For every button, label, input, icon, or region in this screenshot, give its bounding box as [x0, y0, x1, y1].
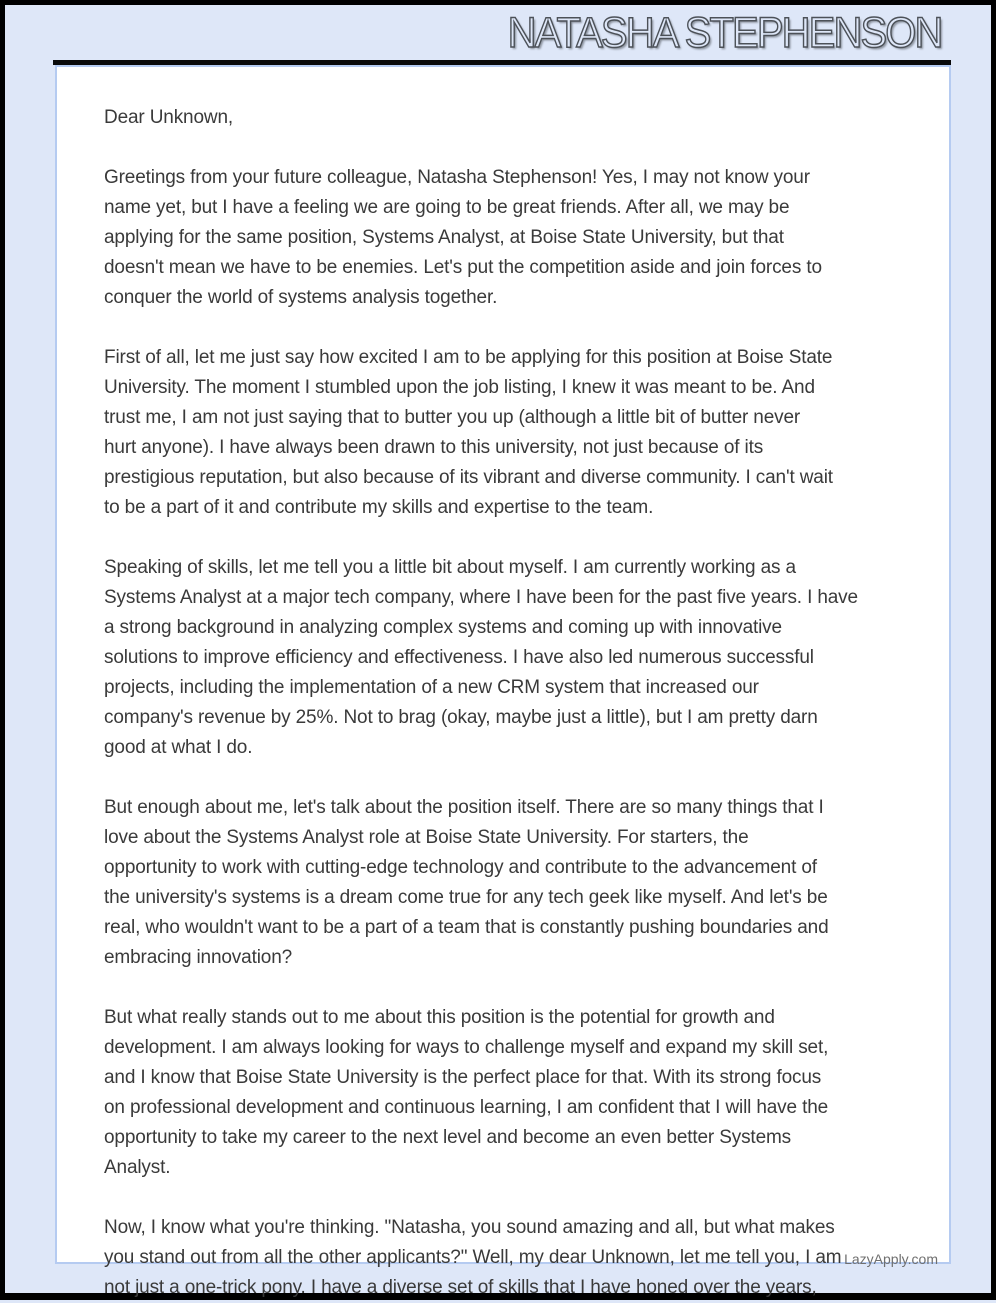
letter-line: real, who wouldn't want to be a part of a team that is constantly pushing boundaries and: [104, 917, 829, 938]
letter-line: opportunity to work with cutting-edge technology and contribute to the advancement of: [104, 857, 817, 878]
letter-line: love about the Systems Analyst role at Boise State University. For starters, the: [104, 827, 749, 848]
letter-line: opportunity to take my career to the next level and become an even better Systems: [104, 1127, 792, 1148]
lazyapply-watermark: LazyApply.com: [844, 1251, 938, 1267]
letter-line: development. I am always looking for ways to challenge myself and expand my skill set,: [104, 1037, 829, 1058]
letter-line: good at what I do.: [104, 737, 253, 758]
letter-line: embracing innovation?: [104, 947, 293, 968]
letter-line: Systems Analyst at a major tech company, where I have been for the past five years. I have: [104, 587, 858, 608]
letter-line: Greetings from your future colleague, Natasha Stephenson! Yes, I may not know your: [104, 167, 810, 188]
letter-line: and I know that Boise State University is the perfect place for that. With its strong focus: [104, 1067, 822, 1088]
letter-paragraph: [104, 163, 905, 313]
letter-sheet: [55, 65, 951, 1298]
letter-paragraph: [104, 1213, 905, 1303]
letter-line: Speaking of skills, let me tell you a little bit about myself. I am currently working as a: [104, 557, 796, 578]
letter-line: Dear Unknown,: [104, 107, 233, 128]
letter-paragraph: [104, 343, 905, 523]
letter-line: projects, including the implementation of a new CRM system that increased our: [104, 677, 759, 698]
letter-line: name yet, but I have a feeling we are going to be great friends. After all, we may be: [104, 197, 790, 218]
letter-paragraph: [104, 553, 905, 763]
letter-line: hurt anyone). I have always been drawn to this university, not just because of its: [104, 437, 764, 458]
letter-line: company's revenue by 25%. Not to brag (okay, maybe just a little), but I am pretty darn: [104, 707, 818, 728]
letter-line: Now, I know what you're thinking. "Natasha, you sound amazing and all, but what makes: [104, 1217, 835, 1238]
applicant-name-title: NATASHA STEPHENSON: [508, 9, 942, 57]
letter-line: First of all, let me just say how excited I am to be applying for this position at Boise State: [104, 347, 833, 368]
letter-line: the university's systems is a dream come true for any tech geek like myself. And let's be: [104, 887, 828, 908]
letter-line: to be a part of it and contribute my skills and expertise to the team.: [104, 497, 654, 518]
letter-line: you stand out from all the other applicants?" Well, my dear Unknown, let me tell you, I am: [104, 1247, 842, 1268]
letter-line: conquer the world of systems analysis together.: [104, 287, 498, 308]
letter-line: on professional development and continuous learning, I am confident that I will have the: [104, 1097, 829, 1118]
letter-line: a strong background in analyzing complex systems and coming up with innovative: [104, 617, 782, 638]
letter-paragraph: [104, 1003, 905, 1183]
letter-line: doesn't mean we have to be enemies. Let's put the competition aside and join forces to: [104, 257, 822, 278]
letter-paragraph: [104, 793, 905, 973]
letter-body: [57, 67, 949, 1303]
letter-line: prestigious reputation, but also because of its vibrant and diverse community. I can't wait: [104, 467, 833, 488]
letter-line: University. The moment I stumbled upon the job listing, I knew it was meant to be. And: [104, 377, 815, 398]
letter-line: solutions to improve efficiency and effectiveness. I have also led numerous successful: [104, 647, 814, 668]
letter-line: But what really stands out to me about this position is the potential for growth and: [104, 1007, 775, 1028]
letter-line: But enough about me, let's talk about the position itself. There are so many things that I: [104, 797, 824, 818]
letter-line: applying for the same position, Systems Analyst, at Boise State University, but that: [104, 227, 784, 248]
letter-line: trust me, I am not just saying that to butter you up (although a little bit of butter never: [104, 407, 801, 428]
letter-line: not just a one-trick pony. I have a diverse set of skills that I have honed over the years,: [104, 1277, 817, 1298]
letter-paragraph: [104, 103, 905, 133]
letter-line: Analyst.: [104, 1157, 171, 1178]
